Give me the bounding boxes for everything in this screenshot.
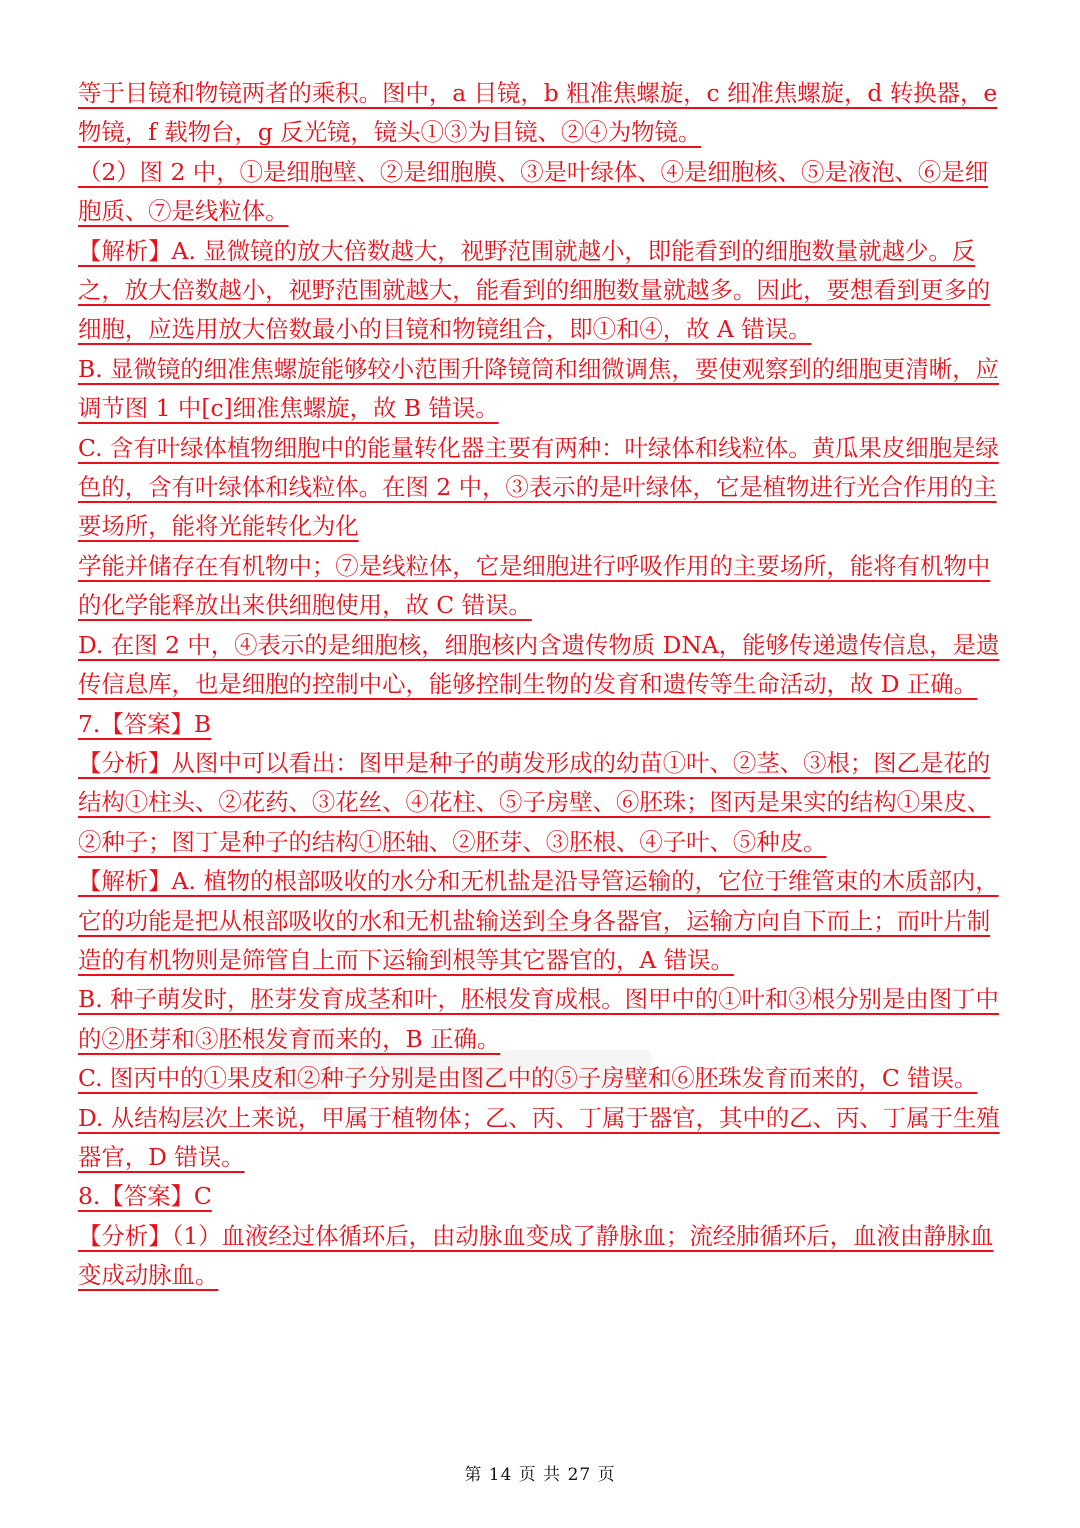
page-number-footer: 第 14 页 共 27 页 xyxy=(464,1465,616,1485)
answer-8: 8.【答案】C xyxy=(78,1182,212,1211)
paragraph-q7-explain-c: C. 图丙中的①果皮和②种子分别是由图乙中的⑤子房壁和⑥胚珠发育而来的，C 错误。 xyxy=(78,1064,978,1093)
answer-7: 7.【答案】B xyxy=(78,709,212,738)
paragraph-q7-explain-d: D. 从结构层次上来说，甲属于植物体；乙、丙、丁属于器官，其中的乙、丙、丁属于生殖器官，D 错误。 xyxy=(78,1103,1000,1171)
paragraph-q7-explain-b: B. 种子萌发时，胚芽发育成茎和叶，胚根发育成根。图甲中的①叶和③根分别是由图丁中的②胚芽和③胚根发育而来的，B 正确。 xyxy=(78,985,999,1053)
paragraph-q7-analysis: 【分析】从图中可以看出：图甲是种子的萌发形成的幼苗①叶、②茎、③根；图乙是花的结构①柱头、②花药、③花丝、④花柱、⑤子房壁、⑥胚珠；图丙是果实的结构①果皮、②种子；图丁是种子的结构①胚轴、②胚芽、③胚根、④子叶、⑤种皮。 xyxy=(78,748,991,856)
paragraph-analysis-b: B. 显微镜的细准焦螺旋能够较小范围升降镜筒和细微调焦，要使观察到的细胞更清晰，应调节图 1 中[c]细准焦螺旋，故 B 错误。 xyxy=(78,354,999,423)
paragraph-analysis-c-part2: 学能并储存在有机物中；⑦是线粒体，它是细胞进行呼吸作用的主要场所，能将有机物中的化学能释放出来供细胞使用，故 C 错误。 xyxy=(78,551,991,620)
paragraph-analysis-a: 【解析】A. 显微镜的放大倍数越大，视野范围就越小，即能看到的细胞数量就越少。反之，放大倍数越小，视野范围就越大，能看到的细胞数量就越多。因此，要想看到更多的细胞，应选用放大倍数最小的目镜和物镜组合，即①和④，故 A 错误。 xyxy=(78,236,991,344)
paragraph-analysis-c-part1: C. 含有叶绿体植物细胞中的能量转化器主要有两种：叶绿体和线粒体。黄瓜果皮细胞是绿色的，含有叶绿体和线粒体。在图 2 中，③表示的是叶绿体，它是植物进行光合作用的主要场所，能将光能转化为化 xyxy=(78,433,999,541)
paragraph-analysis-d: D. 在图 2 中，④表示的是细胞核，细胞核内含遗传物质 DNA，能够传递遗传信息，是遗传信息库，也是细胞的控制中心，能够控制生物的发育和遗传等生命活动，故 D 正确。 xyxy=(78,630,1000,699)
paragraph-q8-analysis: 【分析】（1）血液经过体循环后，由动脉血变成了静脉血；流经肺循环后，血液由静脉血变成动脉血。 xyxy=(78,1221,994,1290)
document-body xyxy=(78,74,1006,1296)
paragraph-q7-explain-a: 【解析】A. 植物的根部吸收的水分和无机盐是沿导管运输的，它位于维管束的木质部内，它的功能是把从根部吸收的水和无机盐输送到全身各器官，运输方向自下而上；而叶片制造的有机物则是筛管自上而下运输到根等其它器官的，A 错误。 xyxy=(78,867,999,974)
paragraph-figure2-labels: （2）图 2 中，①是细胞壁、②是细胞膜、③是叶绿体、④是细胞核、⑤是液泡、⑥是细胞质、⑦是线粒体。 xyxy=(78,157,989,226)
paragraph-magnification: 等于目镜和物镜两者的乘积。图中，a 目镜，b 粗准焦螺旋，c 细准焦螺旋，d 转换器，e 物镜，f 载物台，g 反光镜，镜头①③为目镜、②④为物镜。 xyxy=(78,79,998,147)
